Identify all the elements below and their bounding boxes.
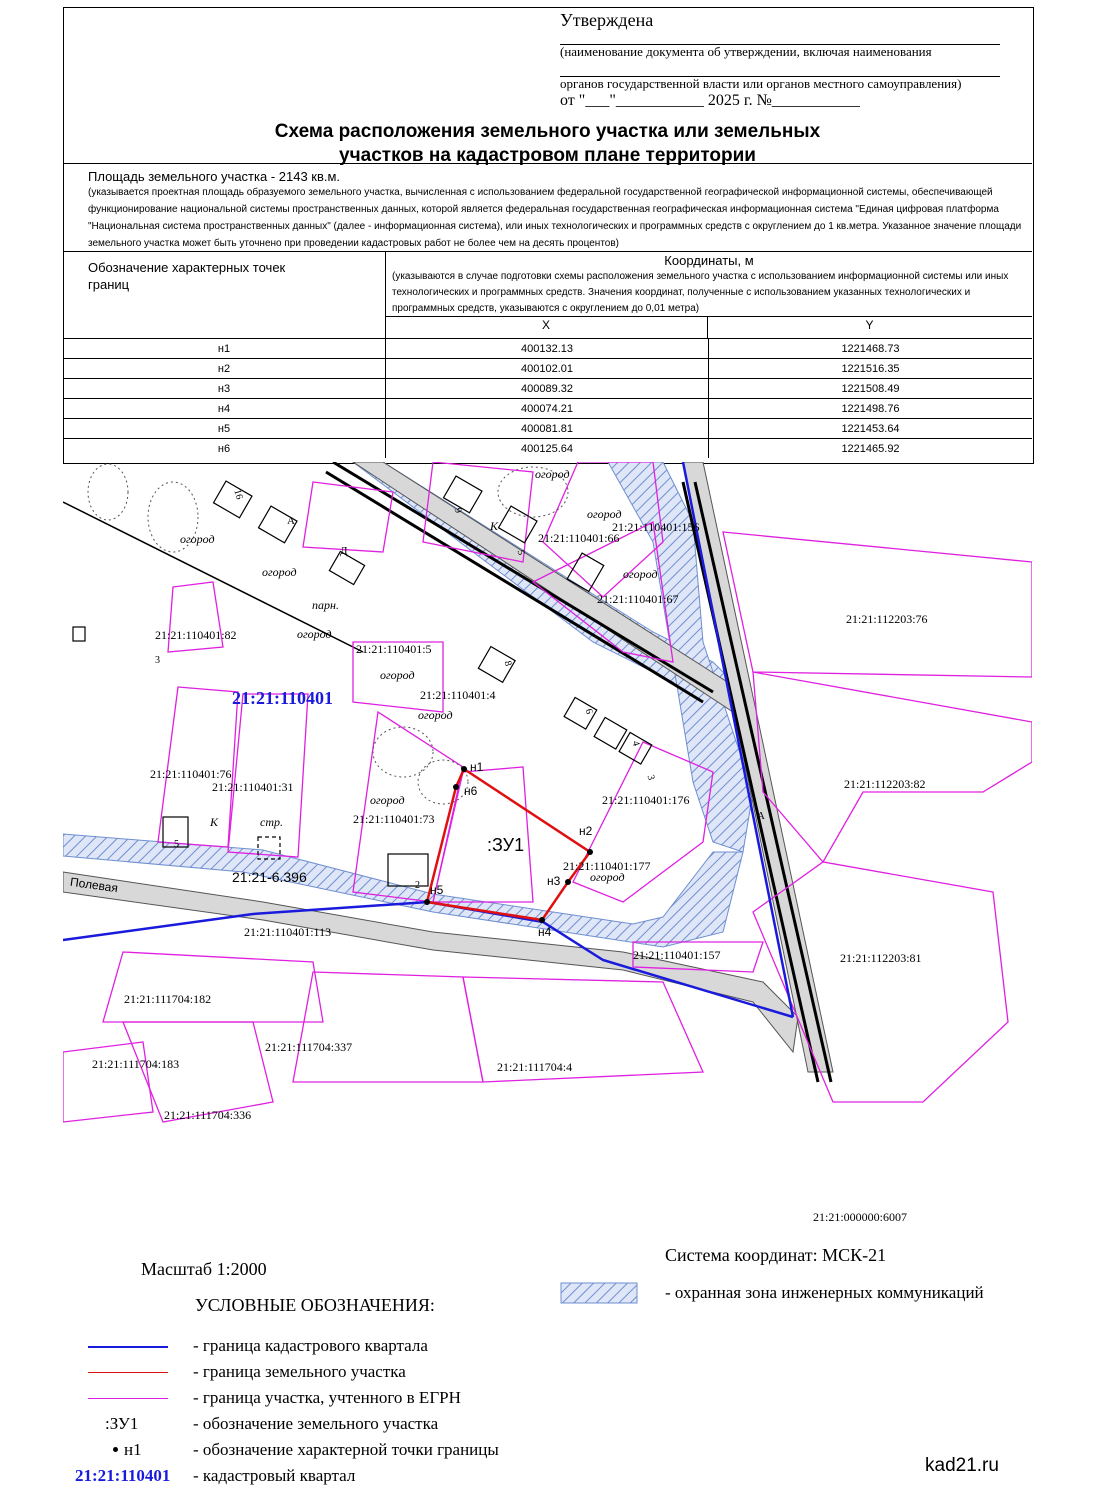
- house-number: 2: [415, 880, 420, 891]
- point-x: 400081.81: [386, 419, 709, 439]
- cadastral-label: 21:21:112203:81: [840, 951, 922, 965]
- ogorod-label: огород: [535, 467, 570, 481]
- point-x: 400102.01: [386, 359, 709, 379]
- watermark: kad21.ru: [925, 1455, 999, 1476]
- street-label: Полевая: [69, 874, 119, 896]
- table-row: [63, 399, 1032, 419]
- point-name: н1: [63, 339, 386, 359]
- cadastral-label: 21:21:110401:113: [244, 925, 332, 939]
- table-row: [63, 359, 1032, 379]
- cadastral-label: 21:21:110401:157: [633, 948, 721, 962]
- cadastral-label: 21:21:110401:177: [563, 859, 651, 873]
- ogorod-label: огород: [380, 668, 415, 682]
- approval-note-2: органов государственной власти или органов местного самоуправления): [560, 76, 962, 91]
- legend-quarter-border-text: - граница кадастрового квартала: [193, 1336, 428, 1355]
- point-name: н4: [63, 399, 386, 419]
- table-row: [63, 419, 1032, 439]
- str-label: стр.: [260, 815, 283, 829]
- house-number: 16: [231, 488, 245, 501]
- legend-egrn-border-text: - граница участка, учтенного в ЕГРН: [193, 1388, 461, 1407]
- cadastral-label: 21:21:110401:82: [155, 628, 237, 642]
- point-y: 1221508.49: [709, 379, 1033, 399]
- ogorod-label: огород: [262, 565, 297, 579]
- cadastral-label: 21:21-6.396: [232, 869, 307, 885]
- legend-point-text: - обозначение характерной точки границы: [193, 1440, 499, 1459]
- legend-zone-swatch: [560, 1282, 638, 1304]
- legend-quarter-text: - кадастровый квартал: [193, 1466, 356, 1485]
- coords-title: Координаты, м: [664, 253, 754, 268]
- legend-parcel-symbol-text: - обозначение земельного участка: [193, 1414, 439, 1433]
- coordinates-table: [63, 338, 1032, 458]
- house-letter: A: [757, 810, 765, 822]
- col-x-header: X: [541, 318, 550, 332]
- area-title: Площадь земельного участка - 2143 кв.м.: [88, 169, 341, 184]
- cadastral-label: 21:21:110401:67: [597, 592, 679, 606]
- cadastral-label: 21:21:111704:182: [124, 992, 212, 1006]
- legend-quarter-symbol: 21:21:110401: [75, 1466, 171, 1485]
- point-label-n5: н5: [430, 883, 444, 897]
- divider: [63, 163, 1032, 164]
- legend-title: УСЛОВНЫЕ ОБОЗНАЧЕНИЯ:: [195, 1295, 435, 1315]
- ogorod-label: огород: [590, 870, 625, 884]
- title-line-1: Схема расположения земельного участка или земельных: [274, 121, 821, 142]
- quarter-label: 21:21:110401: [232, 688, 333, 708]
- point-y: 1221468.73: [709, 339, 1033, 359]
- document-title: [63, 120, 1032, 168]
- cadastral-label: 21:21:000000:6007: [813, 1210, 908, 1224]
- coords-note: (указываются в случае подготовки схемы расположения земельного участка с использованием информационной системы или иных технологических и программных средств. Значения координат, полученные с использованием указанных технологических и программных средств, указываются с округлением до 0,01 метра): [392, 271, 1009, 314]
- approved-label: Утверждена: [560, 10, 654, 30]
- cadastral-label: 21:21:111704:4: [497, 1060, 573, 1074]
- col-y-header: Y: [865, 318, 874, 332]
- cadastral-label: 21:21:110401:31: [212, 780, 294, 794]
- point-name: н5: [63, 419, 386, 439]
- point-x: 400125.64: [386, 439, 709, 459]
- cadastral-label: 21:21:111704:183: [92, 1057, 180, 1071]
- divider: [385, 316, 1032, 317]
- area-note: (указывается проектная площадь образуемого земельного участка, вычисленная с использованием федеральной государственной географической информационной системы, обеспечивающей функционирование национальной системы пространственных данных, которой является федеральная государственная географическая информационная система "Единая цифровая платформа "Национальная система пространственных данных" (далее - информационная система), или иных технологических и программных средств с округлением до 1 кв.метра. Указанное значение площади земельного участка может быть уточнено при проведении кадастровых работ не более чем на десять процентов): [88, 187, 1022, 249]
- house-letter: Д: [340, 545, 348, 557]
- k-label: К: [210, 815, 218, 829]
- title-line-2: участков на кадастровом плане территории: [339, 145, 756, 166]
- scale-label: Масштаб 1:2000: [141, 1259, 267, 1279]
- approval-note-1: (наименование документа об утверждении, включая наименования: [560, 44, 932, 59]
- cadastral-label: 21:21:110401:76: [150, 767, 232, 781]
- parcel-label: :ЗУ1: [487, 835, 525, 855]
- point-label-n3: н3: [547, 874, 561, 888]
- house-number: 3: [644, 773, 657, 782]
- point-x: 400089.32: [386, 379, 709, 399]
- legend-egrn-line: [88, 1398, 168, 1399]
- legend-parcel-symbol: :ЗУ1: [105, 1414, 139, 1433]
- house-number: 3: [155, 655, 160, 666]
- legend-parcel-border-text: - граница земельного участка: [193, 1362, 406, 1381]
- house-number: 5: [174, 839, 179, 850]
- table-row: [63, 379, 1032, 399]
- point-name: н6: [63, 439, 386, 459]
- cadastral-label: 21:21:110401:4: [420, 688, 496, 702]
- point-label-n6: н6: [464, 784, 478, 798]
- parn-label: парн.: [312, 598, 339, 612]
- point-label-n4: н4: [538, 925, 552, 939]
- point-y: 1221465.92: [709, 439, 1033, 459]
- cadastral-label: 21:21:110401:73: [353, 812, 435, 826]
- cadastral-label: 21:21:110401:156: [612, 520, 700, 534]
- point-name: н3: [63, 379, 386, 399]
- ogorod-label: огород: [180, 532, 215, 546]
- ogorod-label: огород: [623, 567, 658, 581]
- cadastral-label: 21:21:112203:82: [844, 777, 926, 791]
- egrn-parcels: [63, 462, 1032, 1122]
- legend-zone-text: - охранная зона инженерных коммуникаций: [665, 1283, 984, 1302]
- house-letter: А: [287, 515, 295, 527]
- house-number: 5: [514, 548, 527, 557]
- table-row: [63, 339, 1032, 359]
- points-header: Обозначение характерных точек границ: [88, 260, 286, 292]
- point-y: 1221453.64: [709, 419, 1033, 439]
- cadastral-label: 21:21:110401:176: [602, 793, 690, 807]
- point-name: н2: [63, 359, 386, 379]
- cadastral-map: [63, 462, 1032, 1242]
- cadastral-label: 21:21:110401:5: [356, 642, 432, 656]
- house-number: 6: [582, 707, 595, 716]
- point-x: 400132.13: [386, 339, 709, 359]
- house-number: 4: [629, 739, 642, 748]
- approval-date: от "___"___________ 2025 г. №___________: [560, 92, 860, 109]
- cadastral-label: 21:21:111704:337: [265, 1040, 353, 1054]
- house-number: 9: [451, 506, 464, 515]
- ogorod-label: огород: [370, 793, 405, 807]
- k-label: К: [490, 519, 498, 533]
- legend-quarter-line: [88, 1346, 168, 1348]
- house-number: 8: [501, 659, 514, 668]
- ogorod-label: огород: [587, 507, 622, 521]
- point-x: 400074.21: [386, 399, 709, 419]
- cadastral-label: 21:21:112203:76: [846, 612, 928, 626]
- point-label-n2: н2: [579, 824, 593, 838]
- point-y: 1221516.35: [709, 359, 1033, 379]
- cadastral-label: 21:21:110401:66: [538, 531, 620, 545]
- point-label-n1: н1: [470, 760, 484, 774]
- divider: [63, 251, 1032, 252]
- point-y: 1221498.76: [709, 399, 1033, 419]
- table-row: [63, 439, 1032, 459]
- ogorod-label: огород: [418, 708, 453, 722]
- legend-point-dot: [113, 1447, 118, 1452]
- legend-parcel-line: [88, 1372, 168, 1373]
- legend-point-symbol: н1: [124, 1440, 142, 1459]
- coord-system-label: Система координат: МСК-21: [665, 1245, 887, 1265]
- ogorod-label: огород: [297, 627, 332, 641]
- cadastral-label: 21:21:111704:336: [164, 1108, 252, 1122]
